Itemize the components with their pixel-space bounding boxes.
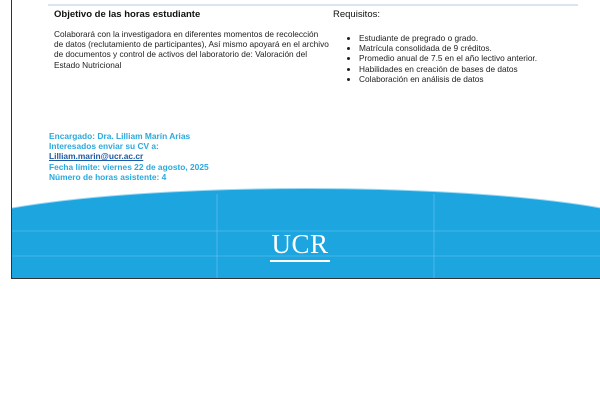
- contact-block: [49, 131, 209, 182]
- requirement-item: • Promedio anual de 7.5 en el año lectivo anterior.: [359, 53, 583, 63]
- send-cv-line: Interesados enviar su CV a:: [49, 141, 159, 152]
- requirement-item: • Habilidades en creación de bases de datos: [359, 64, 583, 74]
- requirement-item: • Estudiante de pregrado o grado.: [359, 33, 583, 43]
- requirements-section: [333, 9, 583, 84]
- hours-line: Número de horas asistente: 4: [49, 171, 167, 182]
- requirement-item: • Matrícula consolidada de 9 créditos.: [359, 43, 583, 53]
- deadline-line: Fecha límite: viernes 22 de agosto, 2025: [49, 161, 209, 172]
- objective-paragraph: Colaborará con la investigadora en diferentes momentos de recolección de datos (reclutamiento de participantes), Así mismo apoyará en el archivo de documentos y control de activos del laboratorio de: Valoración del Estado Nutricional: [54, 29, 329, 70]
- requirements-list: [333, 33, 583, 84]
- objective-heading: Objetivo de las horas estudiante: [54, 9, 201, 20]
- top-divider: [48, 4, 578, 6]
- ucr-logo-text: UCR: [271, 229, 329, 259]
- email-link[interactable]: Lilliam.marin@ucr.ac.cr: [49, 151, 144, 162]
- ucr-logo-underline: [270, 260, 330, 262]
- flyer: [11, 0, 600, 279]
- manager-line: Encargado: Dra. Lilliam Marín Arias: [49, 131, 191, 141]
- ucr-logo: [260, 230, 340, 266]
- requirements-heading: Requisitos:: [333, 9, 380, 20]
- requirement-item: • Colaboración en análisis de datos: [359, 74, 583, 84]
- objective-section: [54, 9, 329, 70]
